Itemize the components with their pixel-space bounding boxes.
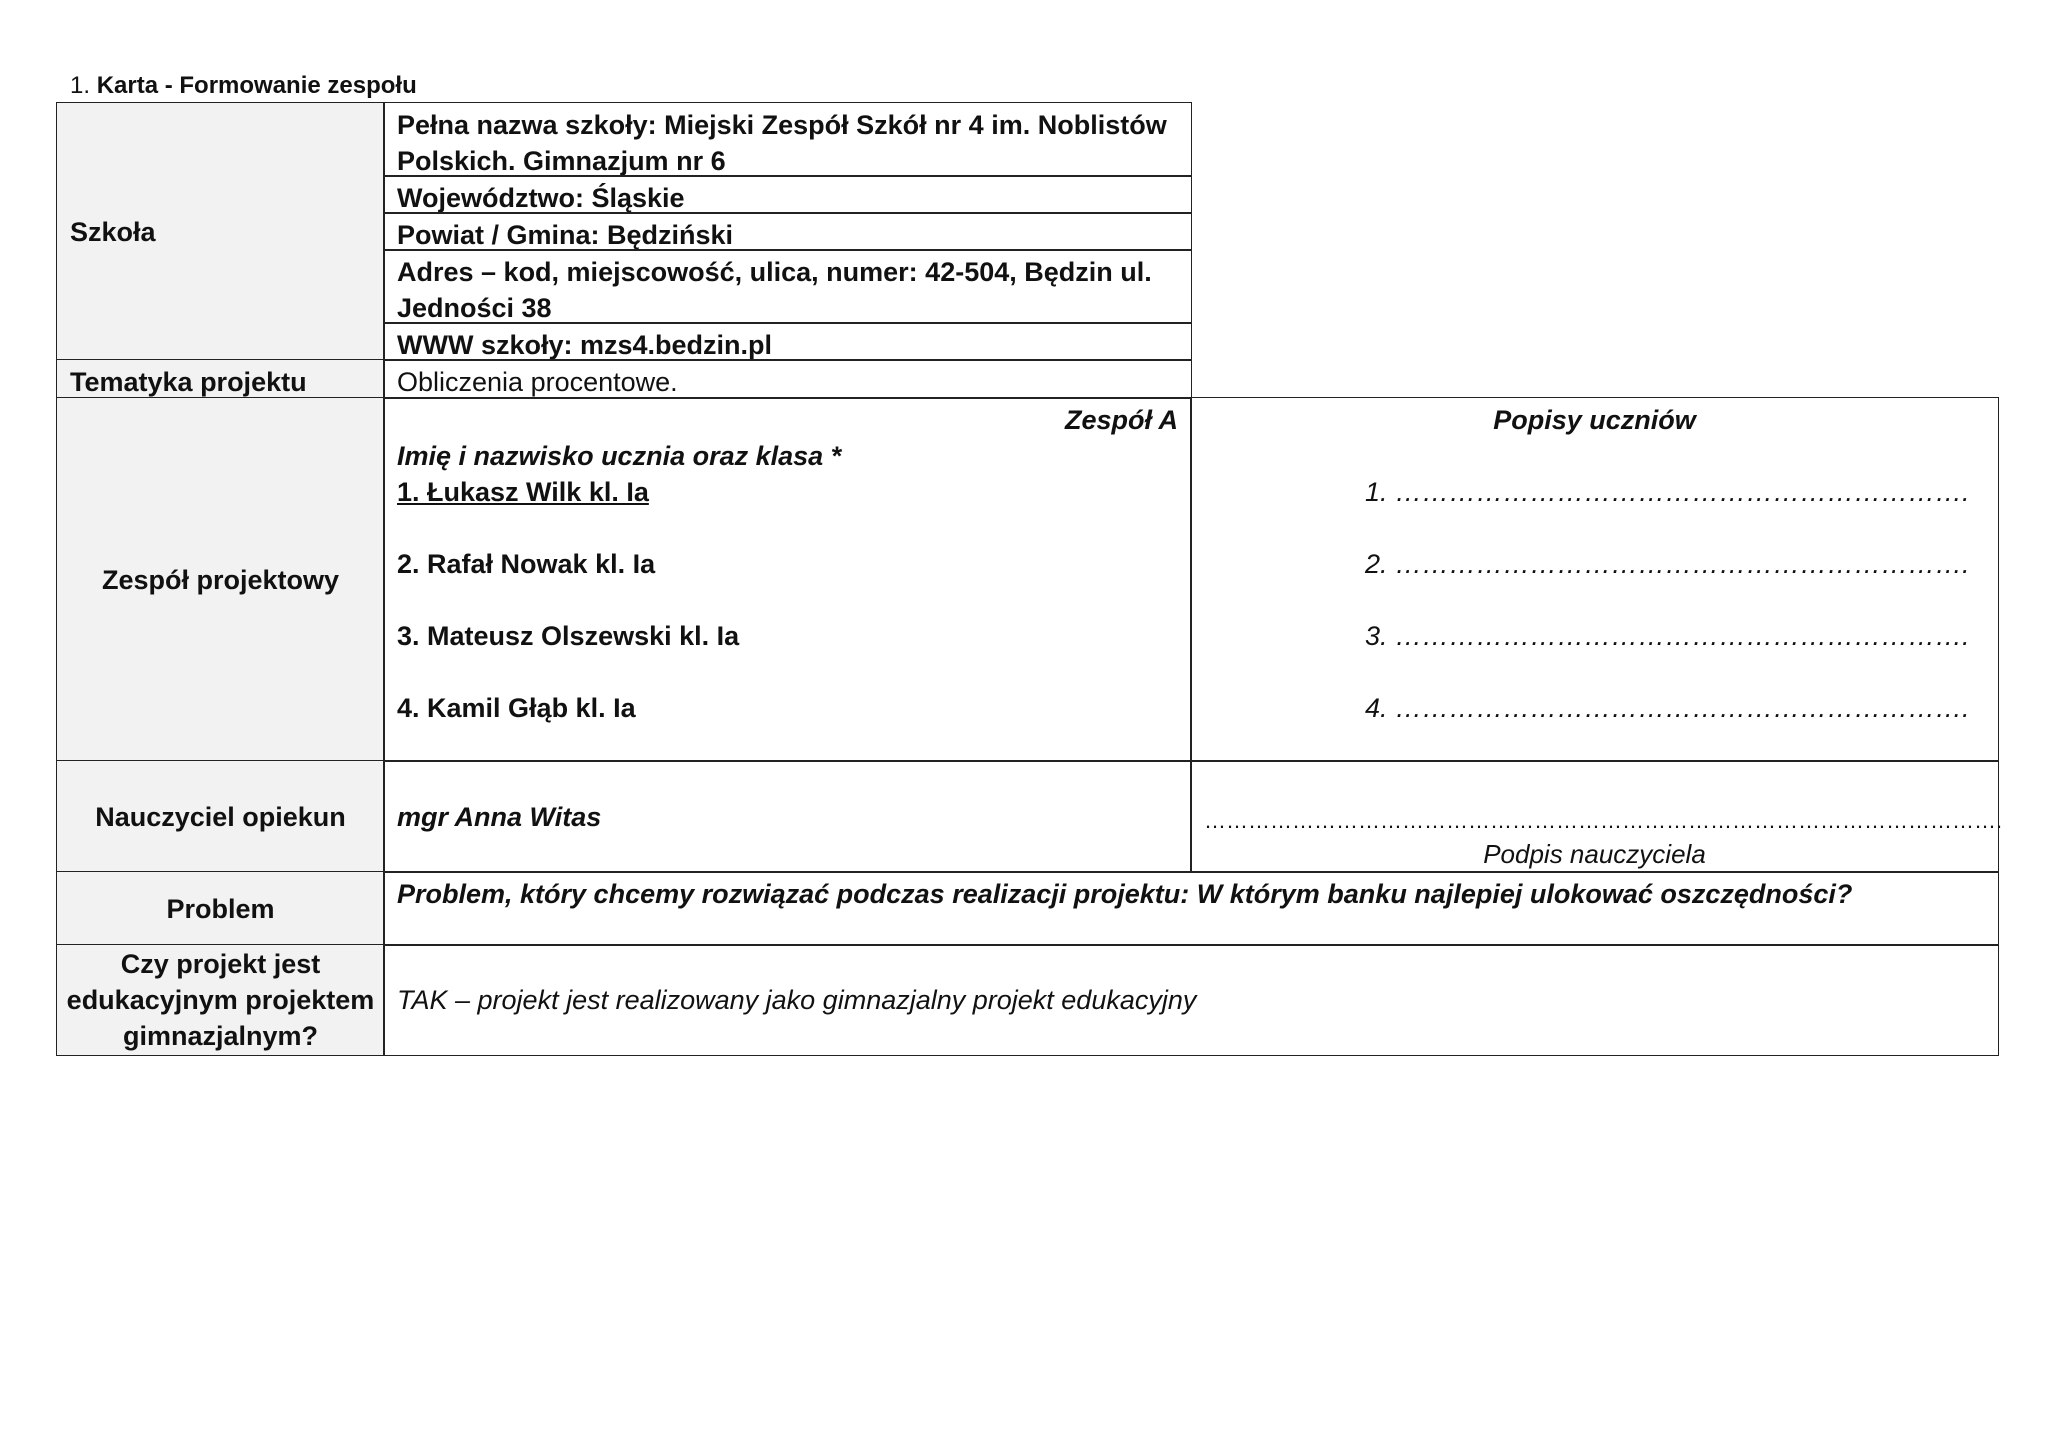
problem-text-cell — [383, 871, 1999, 946]
school-full-name-cell — [383, 102, 1192, 177]
signature-line-3: 3. ………………………………………………………. — [1365, 621, 1970, 651]
team-member-2: 2. Rafał Nowak kl. Ia — [397, 549, 656, 579]
problem-text: Problem, który chcemy rozwiązać podczas realizacji projektu: W którym banku najlepiej ulokować oszczędności? — [397, 879, 1853, 909]
school-address-cell — [383, 249, 1192, 324]
school-full-name-line2: Polskich. Gimnazjum nr 6 — [397, 146, 726, 176]
teacher-signature-cell — [1190, 760, 2003, 873]
school-www: WWW szkoły: mzs4.bedzin.pl — [397, 330, 773, 360]
school-county: Powiat / Gmina: Będziński — [397, 220, 734, 250]
school-address-line1: Adres – kod, miejscowość, ulica, numer: 42-504, Będzin ul. — [397, 257, 1152, 287]
school-label: Szkoła — [70, 216, 156, 247]
heading-number: 1. — [70, 72, 91, 99]
problem-label: Problem — [166, 893, 275, 924]
school-county-cell — [383, 212, 1192, 251]
team-label: Zespół projektowy — [101, 564, 340, 595]
topic-label: Tematyka projektu — [70, 367, 307, 397]
educational-value: TAK – projekt jest realizowany jako gimnazjalny projekt edukacyjny — [397, 985, 1197, 1015]
teacher-label: Nauczyciel opiekun — [95, 801, 346, 832]
educational-label-line2: edukacyjnym projektem — [66, 985, 375, 1015]
signatures-header: Popisy uczniów — [1493, 405, 1696, 435]
team-member-4: 4. Kamil Głąb kl. Ia — [397, 693, 636, 723]
school-address-line2: Jedności 38 — [397, 293, 552, 323]
school-voivodeship-cell — [383, 175, 1192, 214]
team-members-header: Imię i nazwisko ucznia oraz klasa * — [397, 441, 842, 471]
topic-value-cell — [383, 359, 1192, 399]
educational-value-cell — [383, 944, 1999, 1056]
teacher-label-cell — [56, 760, 385, 873]
teacher-signature-caption: Podpis nauczyciela — [1483, 839, 1706, 869]
team-members-cell — [383, 397, 1192, 762]
educational-label-line3: gimnazjalnym? — [122, 1021, 319, 1051]
educational-label-line1: Czy projekt jest — [120, 949, 321, 979]
team-member-1: 1. Łukasz Wilk kl. Ia — [397, 477, 649, 507]
team-signatures-cell — [1190, 397, 1999, 762]
team-member-3: 3. Mateusz Olszewski kl. Ia — [397, 621, 740, 651]
school-www-cell — [383, 322, 1192, 361]
teacher-name: mgr Anna Witas — [397, 801, 602, 832]
teacher-signature-line: ………………………………………………………………………………………………. — [1204, 808, 2003, 833]
teacher-name-cell — [383, 760, 1192, 873]
school-full-name-line1: Pełna nazwa szkoły: Miejski Zespół Szkół nr 4 im. Noblistów — [397, 110, 1167, 140]
school-label-cell — [56, 102, 385, 361]
school-voivodeship: Województwo: Śląskie — [397, 183, 685, 213]
topic-label-cell — [56, 359, 385, 399]
team-name: Zespół A — [1064, 405, 1178, 435]
signature-line-1: 1. ………………………………………………………. — [1365, 477, 1970, 507]
document-heading — [70, 72, 417, 100]
topic-value: Obliczenia procentowe. — [397, 367, 678, 397]
educational-label-cell — [56, 944, 385, 1056]
signature-line-2: 2. ………………………………………………………. — [1365, 549, 1970, 579]
team-label-cell — [56, 397, 385, 762]
heading-title: Karta - Formowanie zespołu — [96, 72, 417, 99]
signature-line-4: 4. ………………………………………………………. — [1365, 693, 1970, 723]
problem-label-cell — [56, 871, 385, 946]
